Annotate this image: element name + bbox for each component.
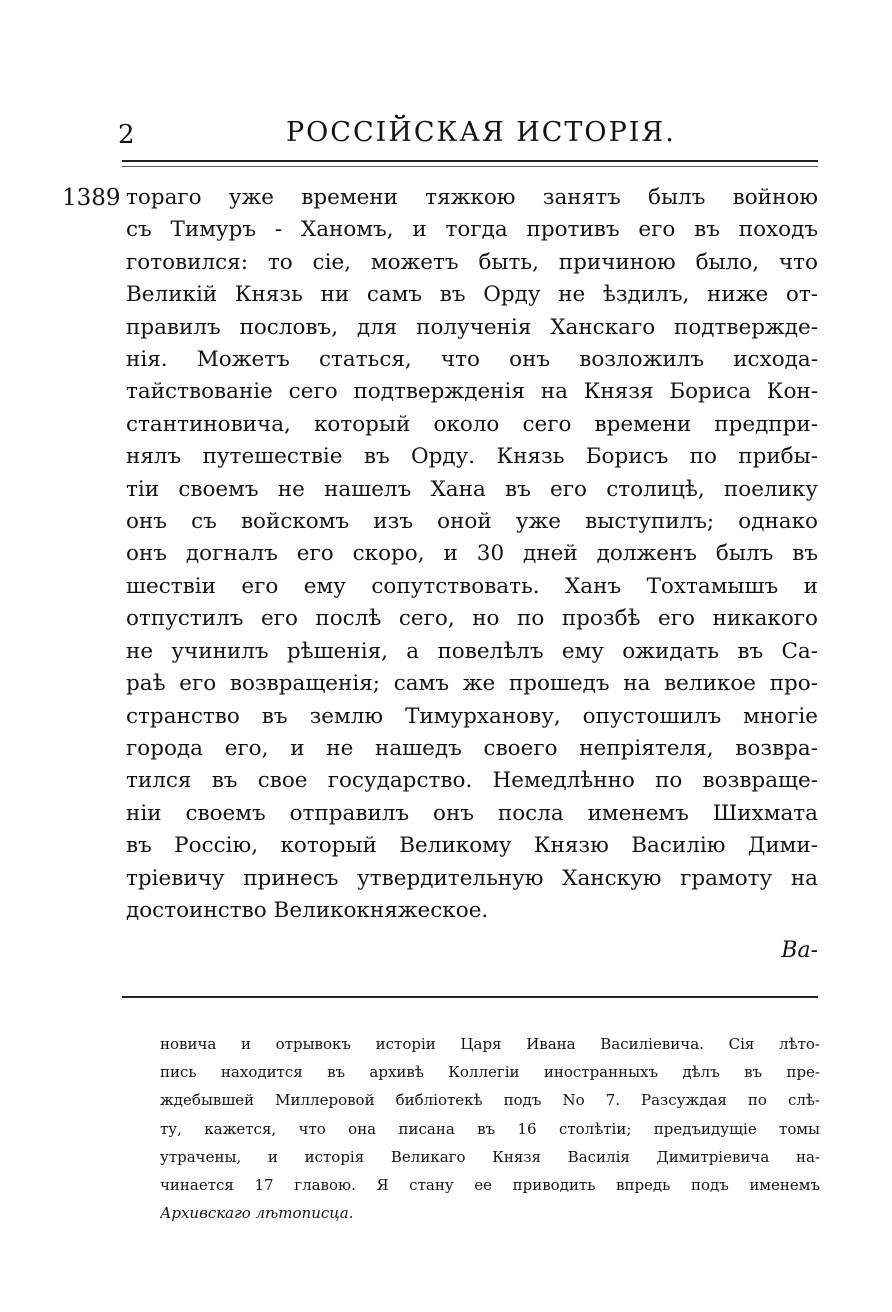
text-line: онъ съ войскомъ изъ оной уже выступилъ; однако [126,509,818,535]
footnote-line: пись находится въ архивѣ Коллегіи иностранныхъ дѣлъ въ пре- [160,1063,820,1082]
text-line: съ Тимуръ - Ханомъ, и тогда противъ его въ походъ [126,217,818,243]
text-line: не учинилъ рѣшенія, а повелѣлъ ему ожидать въ Са- [126,638,818,664]
footnote-line: ждебывшей Миллеровой библіотекѣ подъ No 7. Разсуждая по слѣ- [160,1091,820,1110]
text-line: въ Россію, который Великому Князю Василію Дими- [126,833,818,859]
footnote-line: чинается 17 главою. Я стану ее приводить впредь подъ именемъ [160,1176,820,1195]
footnote-line: Архивскаго лѣтописца. [160,1204,354,1223]
footnote-line: новича и отрывокъ исторіи Царя Ивана Василіевича. Сія лѣто- [160,1035,820,1053]
footnote-line: ту, кажется, что она писана въ 16 столѣтіи; предъидущіе томы [160,1119,820,1138]
text-line: Великій Князь ни самъ въ Орду не ѣздилъ, ниже от- [126,282,818,308]
header-rule [122,160,818,162]
text-line: тился въ свое государство. Немедлѣнно по возвраще- [126,768,818,794]
text-line: города его, и не нашедъ своего непріятеля, возвра- [126,735,818,761]
text-line: онъ догналъ его скоро, и 30 дней долженъ былъ въ [126,541,818,567]
text-line: стантиновича, который около сего времени предпри- [126,411,818,437]
footnote-rule [122,996,818,998]
footnote [160,1030,820,1227]
text-line: отпустилъ его послѣ сего, но по прозбѣ его никакого [126,606,818,632]
running-title: РОССІЙСКАЯ ИСТОРІЯ. [286,117,676,148]
text-line: нія. Можетъ статься, что онъ возложилъ исхода- [126,347,818,373]
page-number: 2 [118,120,135,150]
text-line: раѣ его возвращенія; самъ же прошедъ на великое про- [126,671,818,697]
text-line: достоинство Великокняжеское. [126,897,489,923]
text-line: странство въ землю Тимурханову, опустошилъ многіе [126,703,818,729]
text-line: тріевичу принесъ утвердительную Ханскую грамоту на [126,865,818,891]
text-line: шествіи его ему сопутствовать. Ханъ Тохтамышъ и [126,573,818,599]
text-line: ніи своемъ отправилъ онъ посла именемъ Шихмата [126,800,818,826]
footnote-line: утрачены, и исторія Великаго Князя Василія Димитріевича на- [160,1147,820,1166]
text-line: правилъ пословъ, для полученія Ханскаго подтвержде- [126,314,818,340]
text-line: тораго уже времени тяжкою занятъ былъ войною [126,185,818,210]
text-line: тайствованіе сего подтвержденія на Князя Бориса Кон- [126,379,818,405]
text-line: тіи своемъ не нашелъ Хана въ его столицѣ, поелику [126,476,818,502]
text-line: нялъ путешествіе въ Орду. Князь Борисъ по прибы- [126,444,818,470]
catchword: Ва- [781,938,818,963]
text-line: готовился: то сіе, можетъ быть, причиною было, что [126,249,818,275]
main-text [126,182,818,927]
header-rule-thin [122,166,818,167]
margin-year: 1389 [62,185,121,211]
